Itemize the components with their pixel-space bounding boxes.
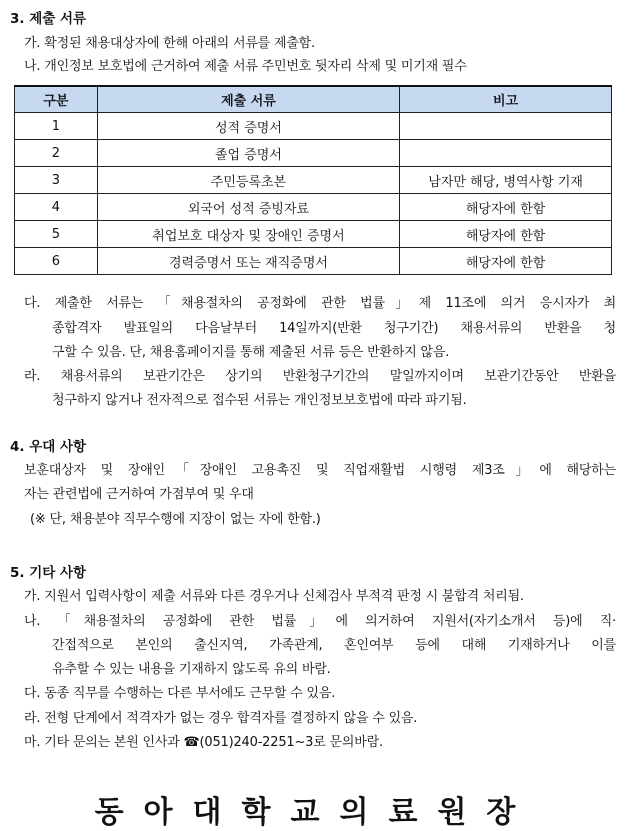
row-document: 외국어 성적 증빙자료 <box>97 194 400 221</box>
section-4-heading: 4. 우대 사항 <box>10 439 87 455</box>
row-document: 취업보호 대상자 및 장애인 증명서 <box>97 221 400 248</box>
section-5-item-na-line-1: 나. 「채용절차의 공정화에 관한 법률」에 의거하여 지원서(자기소개서 등)에 직· <box>24 614 616 629</box>
section-4-line-2: 자는 관련법에 근거하여 가점부여 및 우대 <box>24 487 254 502</box>
table-header-row <box>15 86 612 113</box>
table-row <box>15 140 612 167</box>
row-remark: 해당자에 한함 <box>400 194 612 221</box>
table-row <box>15 221 612 248</box>
section-3-item-da-line-3: 구할 수 있음. 단, 채용홈페이지를 통해 제출된 서류 등은 반환하지 않음. <box>52 345 450 360</box>
table-row <box>15 248 612 275</box>
row-document: 경력증명서 또는 재직증명서 <box>97 248 400 275</box>
row-remark <box>400 113 612 140</box>
row-number: 3 <box>15 167 98 194</box>
section-4-line-1: 보훈대상자 및 장애인「장애인 고용촉진 및 직업재활법 시행령 제3조」에 해당하는 <box>24 463 616 478</box>
table-row <box>15 113 612 140</box>
section-3-item-na: 나. 개인정보 보호법에 근거하여 제출 서류 주민번호 뒷자리 삭제 및 미기재 필수 <box>24 59 467 74</box>
row-number: 5 <box>15 221 98 248</box>
row-number: 1 <box>15 113 98 140</box>
signature: 동아대학교의료원장 <box>94 795 536 830</box>
section-3-item-da-line-2: 종합격자 발표일의 다음날부터 14일까지(반환 청구기간) 채용서류의 반환을 청 <box>52 321 616 336</box>
section-5-heading: 5. 기타 사항 <box>10 565 87 581</box>
row-number: 6 <box>15 248 98 275</box>
documents-table <box>14 85 612 275</box>
section-3-item-da-line-1: 다. 제출한 서류는 「채용절차의 공정화에 관한 법률」제 11조에 의거 응시자가 최 <box>24 296 616 311</box>
header-category: 구분 <box>15 86 98 113</box>
header-remarks: 비고 <box>400 86 612 113</box>
row-remark <box>400 140 612 167</box>
section-5-item-na-line-2: 간접적으로 본인의 출신지역, 가족관계, 혼인여부 등에 대해 기재하거나 이를 <box>52 638 616 653</box>
row-number: 2 <box>15 140 98 167</box>
row-remark: 해당자에 한함 <box>400 248 612 275</box>
section-3-item-ga: 가. 확정된 채용대상자에 한해 아래의 서류를 제출함. <box>24 36 315 51</box>
row-document: 주민등록초본 <box>97 167 400 194</box>
section-5-item-ra: 라. 전형 단계에서 적격자가 없는 경우 합격자를 결정하지 않을 수 있음. <box>24 711 418 726</box>
section-5-item-ga: 가. 지원서 입력사항이 제출 서류와 다른 경우거나 신체검사 부적격 판정 시 불합격 처리됨. <box>24 589 524 604</box>
section-4-note: (※ 단, 채용분야 직무수행에 지장이 없는 자에 한함.) <box>30 512 321 527</box>
section-3-item-ra-line-2: 청구하지 않거나 전자적으로 접수된 서류는 개인정보보호법에 따라 파기됨. <box>52 393 467 408</box>
row-document: 성적 증명서 <box>97 113 400 140</box>
table-row <box>15 167 612 194</box>
table-row <box>15 194 612 221</box>
row-remark: 해당자에 한함 <box>400 221 612 248</box>
section-5-item-ma: 마. 기타 문의는 본원 인사과 ☎(051)240-2251~3로 문의바람. <box>24 735 383 750</box>
row-document: 졸업 증명서 <box>97 140 400 167</box>
section-5-item-da: 다. 동종 직무를 수행하는 다른 부서에도 근무할 수 있음. <box>24 686 336 701</box>
section-5-item-na-line-3: 유추할 수 있는 내용을 기재하지 않도록 유의 바람. <box>52 662 331 677</box>
section-3-item-ra-line-1: 라. 채용서류의 보관기간은 상기의 반환청구기간의 말일까지이며 보관기간동안 반환을 <box>24 369 616 384</box>
section-3-heading: 3. 제출 서류 <box>10 11 87 27</box>
row-remark: 남자만 해당, 병역사항 기재 <box>400 167 612 194</box>
header-documents: 제출 서류 <box>97 86 400 113</box>
row-number: 4 <box>15 194 98 221</box>
